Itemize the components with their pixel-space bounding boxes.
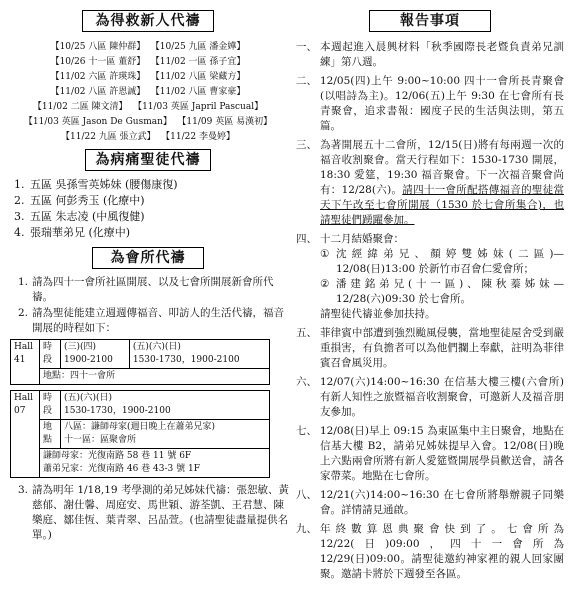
announcements-list bbox=[296, 40, 564, 582]
prayer-name: 【11/03 英區 Japril Pascual】 bbox=[137, 102, 264, 112]
prayer-name: 【11/02 八區 許恩誠】 bbox=[50, 87, 146, 97]
hall-prayer-items bbox=[6, 275, 290, 543]
list-item: 1. 五區 吳孫雪英姊妹 (腰傷康復) bbox=[28, 177, 290, 193]
prayer-name: 【10/26 十一區 董舒】 bbox=[50, 57, 146, 67]
item-number: 九、 bbox=[296, 523, 317, 535]
item-number: 二、 bbox=[296, 75, 317, 87]
item-text: 12/08(日)早上 09:15 為東區集中主日聚會，地點在信基大樓 B2，請弟兄姊妹提早入會。12/08(日)晚上六點兩會所將有新人愛筵暨開展學員歡送會，請各家帶菜。地點在七會所。 bbox=[320, 425, 564, 482]
prayer-name: 【11/02 八區 曹家豪】 bbox=[155, 87, 246, 97]
sick-saints-title: 為病痛聖徒代禱 bbox=[85, 149, 211, 171]
announcement-item bbox=[296, 74, 564, 134]
prayer-name: 【11/03 英區 Jason De Gusman】 bbox=[23, 117, 172, 127]
new-believers-list bbox=[6, 40, 290, 145]
item-emphasis: 請四十一會所配搭傳福音的聖徒當天下午改至七會所開展（1530 於七會所集合)，也請聖徒們踴躍參加。 bbox=[320, 184, 565, 226]
prayer-name: 【11/02 二區 陳文清】 bbox=[32, 102, 128, 112]
list-item bbox=[6, 70, 290, 85]
item-number: 八、 bbox=[296, 489, 317, 501]
prayer-name: 【11/09 英區 易漢初】 bbox=[181, 117, 273, 127]
list-item: 3. 請為明年 1/18,19 考學測的弟兄姊妹代禱：張恕敏、黃慈郁、謝仕馨、周庭安、馬世穎、游荃凱、王君慧、陳樂庭、鄒佳恆、葉青翠、呂品萱。(也請聖徒盡量提供名單。) bbox=[17, 484, 289, 541]
list-item bbox=[6, 130, 290, 145]
list-item: 3. 五區 朱志凌 (中風復健) bbox=[28, 209, 290, 225]
item-number: 五、 bbox=[296, 327, 317, 339]
item-text: 本週起進入晨興材料「秋季國際長老暨負責弟兄訓練」第八週。 bbox=[320, 41, 564, 68]
sub-item: ① 沈經緯弟兄、顏婷雙姊妹(二區)—12/08(日)13:00 於新竹市召會仁愛會所； bbox=[320, 248, 564, 275]
list-item: 4. 張瑞華弟兄 (化療中) bbox=[28, 225, 290, 241]
item-number: 三、 bbox=[296, 139, 317, 151]
left-column bbox=[6, 4, 290, 544]
prayer-name: 【11/22 九區 張立武】 bbox=[61, 132, 156, 142]
list-item bbox=[6, 100, 290, 115]
announcement-item bbox=[296, 488, 564, 518]
sub-item: ② 潘建銘弟兄(十一區)、陳秋蓁姊妹—12/28(六)09:30 於七會所。 bbox=[320, 278, 564, 305]
prayer-name: 【11/22 李曼婷】 bbox=[165, 132, 235, 142]
announcement-item bbox=[296, 232, 564, 322]
prayer-name: 【11/02 八區 梁藏方】 bbox=[155, 72, 246, 82]
sick-saints-list bbox=[6, 177, 290, 241]
announcement-item bbox=[296, 138, 564, 228]
prayer-new-believers-title: 為得救新人代禱 bbox=[82, 10, 214, 32]
list-item: 1. 請為四十一會所社區開展、以及七會所開展新會所代禱。 bbox=[17, 276, 274, 303]
item-number: 四、 bbox=[296, 233, 317, 245]
list-item bbox=[6, 40, 290, 55]
item-text: 年終數算恩典聚會快到了。七會所為 12/22(日)09:00，四十一會所為 12/29(日)09:00。請聖徒邀約神家裡的親人回家團聚。邀請卡將於下週發至各區。 bbox=[320, 523, 564, 580]
item-text: 12/07(六)14:00~16:30 在信基大樓三樓(六會所)有新人知性之旅暨福音收割聚會，可邀新人及福音朋友參加。 bbox=[320, 376, 564, 418]
schedule-table-hall07: Hall 07 時段 (五)(六)(日) 1530-1730，1900-2100 地點 八區：謙師母家(週日晚上在蕭弟兄家) 十一區：區聚會所 謙師母家：光復南路 58 巷 11 號 6F 蕭弟兄家：光復南路 46 巷 43-3 號 1F bbox=[10, 390, 270, 478]
list-item: 2. 五區 何彭秀玉 (化療中) bbox=[28, 193, 290, 209]
right-column bbox=[296, 4, 564, 586]
prayer-name: 【10/25 九區 潘金嬅】 bbox=[155, 42, 246, 52]
item-number: 六、 bbox=[296, 376, 317, 388]
list-item bbox=[6, 55, 290, 70]
announcement-item bbox=[296, 424, 564, 484]
announcement-item bbox=[296, 375, 564, 420]
list-item bbox=[6, 85, 290, 100]
prayer-name: 【10/25 八區 陳仲群】 bbox=[50, 42, 146, 52]
item-number: 七、 bbox=[296, 425, 317, 437]
item-note: 請聖徒代禱並參加扶持。 bbox=[320, 308, 436, 320]
list-item bbox=[6, 115, 290, 130]
announcement-item bbox=[296, 326, 564, 371]
announcements-title: 報告事項 bbox=[369, 10, 491, 32]
prayer-name: 【11/02 一區 孫子宜】 bbox=[155, 57, 246, 67]
prayer-name: 【11/02 六區 許瑛珠】 bbox=[50, 72, 146, 82]
item-number: 一、 bbox=[296, 41, 317, 53]
item-text: 菲律賓中部遭到強烈颱風侵襲，當地聖徒屋舍受到嚴重損害，有負擔者可以為他們攔上奉獻，註明為菲律賓召會風災用。 bbox=[320, 327, 564, 369]
announcement-item bbox=[296, 522, 564, 582]
meeting-hall-title: 為會所代禱 bbox=[92, 247, 204, 269]
item-text: 12/21(六)14:00~16:30 在七會所將舉辦親子同樂會。詳情請見通啟。 bbox=[320, 489, 564, 516]
item-text: 為著開展五十二會所，12/15(日)將有每兩週一次的福音收割聚會。當天行程如下：1530-1730 開展，18:30 愛筵，19:30 福音聚會。下一次福音聚會尚有：12/28(六)。 bbox=[320, 139, 564, 196]
list-item: 2. 請為聖徒能建立週週傳福音、叩訪人的生活代禱，福音開展的時程如下： bbox=[17, 307, 284, 334]
item-text: 12/05(四)上午 9:00~10:00 四十一會所長青聚會(以唱詩為主)。12/06(五)上午 9:30 在七會所有長青聚會，追求書報：國度子民的生活與法則，第五篇。 bbox=[320, 75, 564, 132]
announcement-item bbox=[296, 40, 564, 70]
item-text: 十二月結婚聚會： bbox=[320, 233, 404, 245]
schedule-table-hall41: Hall 41 時段 (三)(四) 1900-2100 (五)(六)(日) 1530-1730，1900-2100 地點：四十一會所 bbox=[10, 339, 270, 385]
